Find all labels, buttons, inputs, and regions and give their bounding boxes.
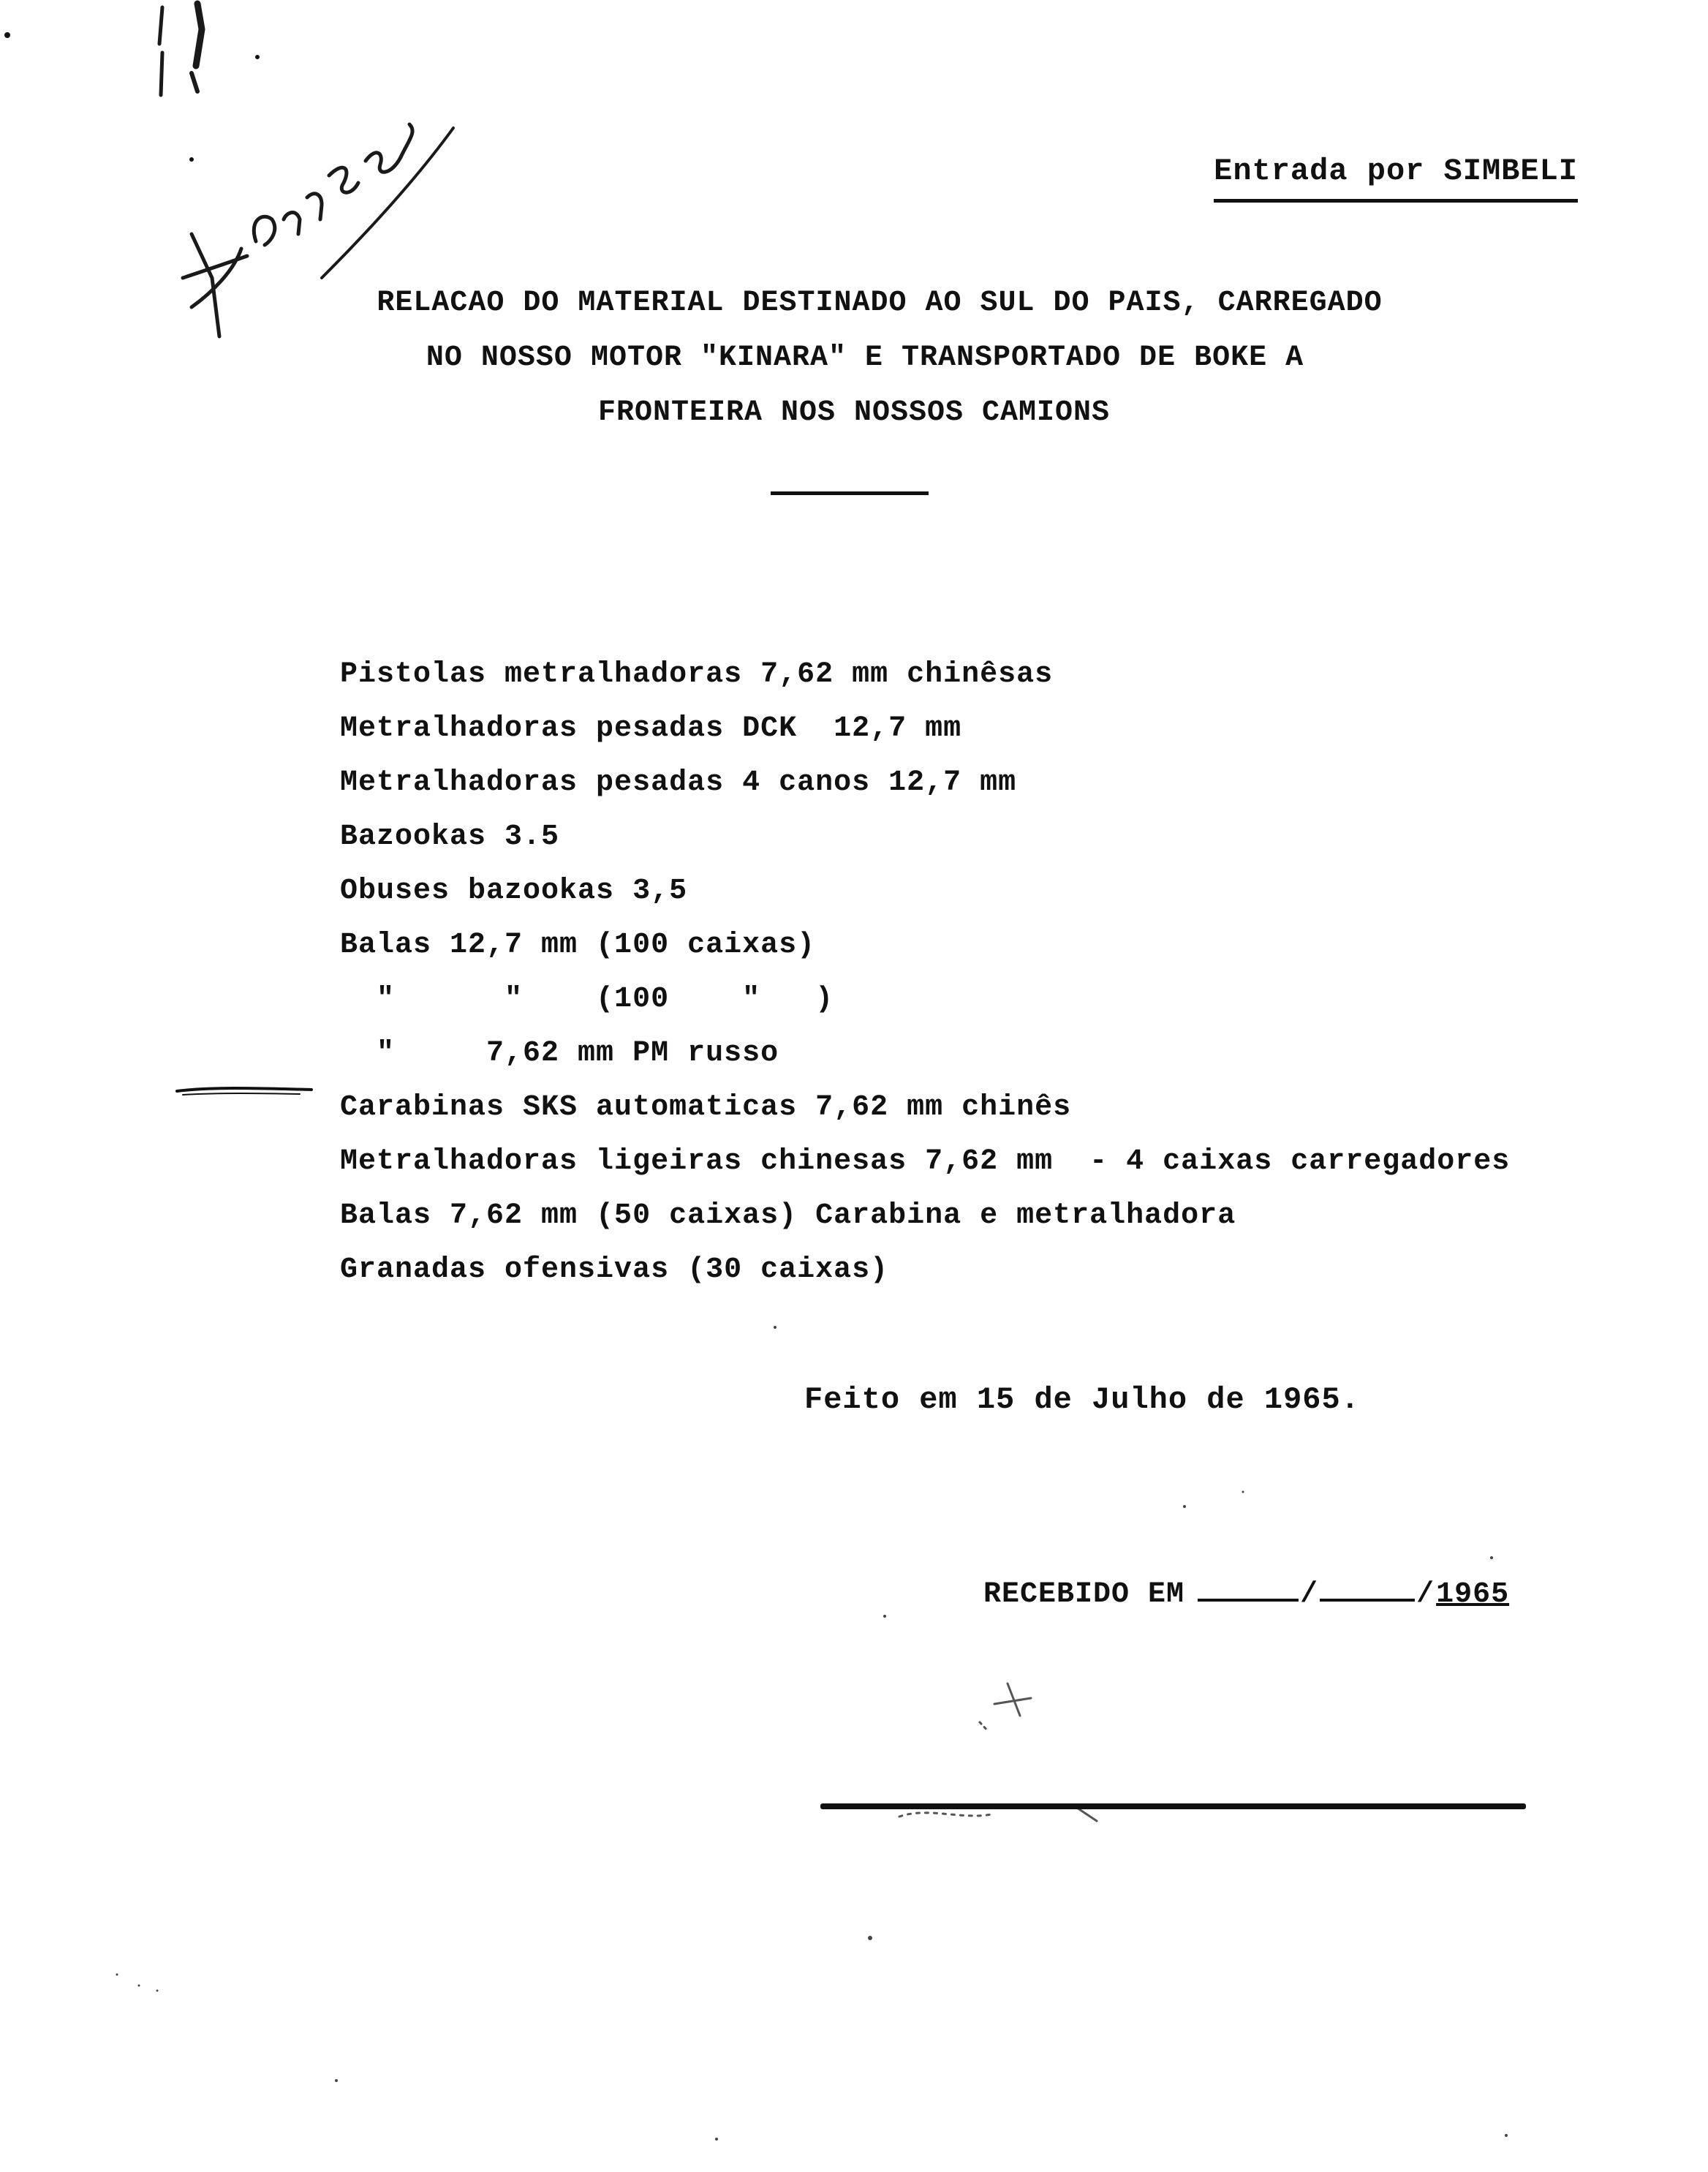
item-description: Metralhadoras pesadas DCK 12,7 mm	[340, 712, 962, 745]
signature-line	[820, 1803, 1526, 1809]
item-description: " " (100 " )	[340, 983, 834, 1016]
place-date: Feito em 15 de Julho de 1965.	[804, 1382, 1360, 1417]
item-description: Obuses bazookas 3,5	[340, 875, 688, 908]
entry-note: Entrada por SIMBELI	[1214, 154, 1578, 203]
item-description: Carabinas SKS automaticas 7,62 mm chinês	[340, 1091, 1072, 1124]
received-label: RECEBIDO EM	[983, 1578, 1185, 1611]
item-description: Balas 7,62 mm (50 caixas) Carabina e metralhadora	[340, 1199, 1236, 1232]
heading-line-3: FRONTEIRA NOS NOSSOS CAMIONS	[597, 396, 1111, 429]
item-description: Balas 12,7 mm (100 caixas)	[340, 929, 816, 962]
received-year: 1965	[1436, 1578, 1510, 1611]
heading-line-2: NO NOSSO MOTOR "KINARA" E TRANSPORTADO DE BOKE A	[426, 342, 1304, 374]
received-line: RECEBIDO EM / /1965	[910, 1541, 1509, 1644]
item-description: Granadas ofensivas (30 caixas)	[340, 1253, 889, 1286]
item-description: Bazookas 3.5	[340, 821, 560, 853]
item-description: " 7,62 mm PM russo	[340, 1037, 779, 1070]
item-description: Pistolas metralhadoras 7,62 mm chinêsas	[340, 658, 1054, 691]
item-description: Metralhadoras pesadas 4 canos 12,7 mm	[340, 766, 1017, 799]
heading-line-1: RELACAO DO MATERIAL DESTINADO AO SUL DO PAIS, CARREGADO	[377, 287, 1383, 320]
item-description: Metralhadoras ligeiras chinesas 7,62 mm - 4 caixas carregadores	[340, 1145, 1511, 1178]
